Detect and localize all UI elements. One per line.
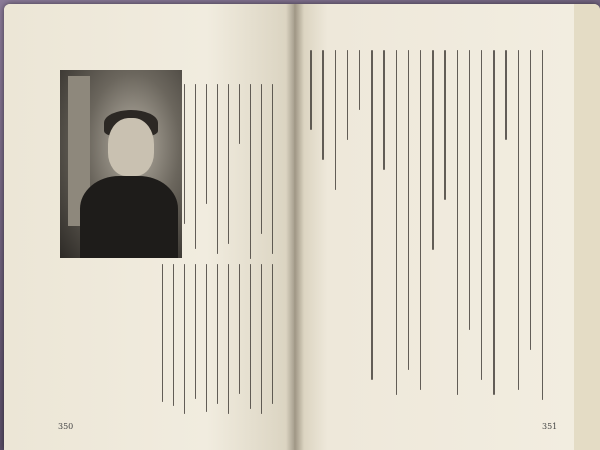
- text-line: [383, 50, 384, 170]
- text-line: [173, 264, 174, 406]
- right-page: [294, 4, 574, 450]
- text-line: [217, 84, 218, 254]
- right-page-number: 351: [542, 422, 558, 431]
- text-line: [250, 264, 251, 409]
- text-line: [335, 50, 336, 190]
- text-line: [239, 84, 240, 144]
- text-line: [228, 264, 229, 414]
- text-line: [542, 50, 543, 400]
- text-line: [206, 264, 207, 412]
- text-line: [184, 84, 185, 224]
- text-line: [310, 50, 311, 130]
- left-page: [4, 4, 294, 450]
- text-line: [195, 264, 196, 399]
- text-line: [420, 50, 421, 390]
- text-line: [162, 264, 163, 402]
- text-line: [481, 50, 482, 380]
- right-page-text: [306, 44, 560, 414]
- left-page-text: [20, 64, 280, 414]
- text-line: [261, 84, 262, 234]
- book-gutter: [286, 4, 304, 450]
- text-line: [505, 50, 506, 140]
- text-line: [250, 84, 251, 259]
- text-line: [239, 264, 240, 394]
- text-line: [272, 264, 273, 404]
- text-line: [518, 50, 519, 390]
- text-line: [347, 50, 348, 140]
- text-line: [228, 84, 229, 244]
- text-line: [408, 50, 409, 370]
- text-line: [261, 264, 262, 414]
- text-line: [184, 264, 185, 414]
- text-line: [322, 50, 323, 160]
- text-line: [457, 50, 458, 395]
- left-page-number: 350: [58, 422, 74, 431]
- text-line: [206, 84, 207, 204]
- text-line: [371, 50, 372, 380]
- text-line: [272, 84, 273, 254]
- text-line: [396, 50, 397, 395]
- text-line: [493, 50, 494, 395]
- text-line: [195, 84, 196, 249]
- text-line: [432, 50, 433, 250]
- text-line: [444, 50, 445, 200]
- text-line: [217, 264, 218, 404]
- text-line: [530, 50, 531, 350]
- page-edges: [574, 4, 600, 450]
- text-line: [469, 50, 470, 330]
- open-book: [4, 4, 600, 450]
- text-line: [359, 50, 360, 110]
